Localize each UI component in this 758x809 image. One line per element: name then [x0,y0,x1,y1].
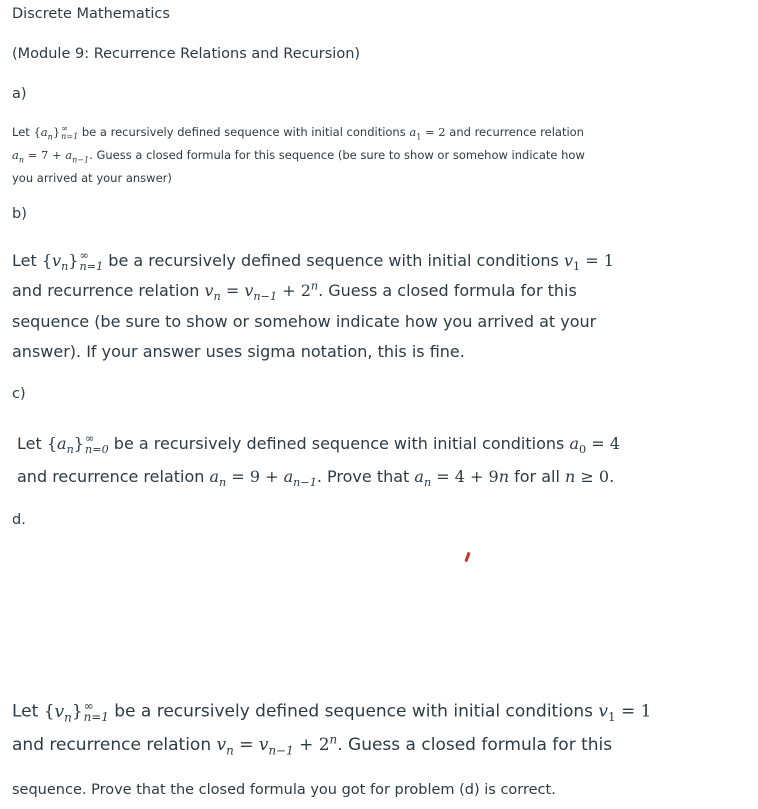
red-mark-icon [464,552,470,562]
module-title: (Module 9: Recurrence Relations and Recursion) [12,46,361,62]
part-a-line-3: you arrived at your answer) [12,171,172,185]
part-c-line-2: and recurrence relation $a_n = 9 + a_{n-1}$. Prove that $a_n = 4 + 9n$ for all n ≥ 0. [17,467,615,490]
part-b-line-2: and recurrence relation $v_n = v_{n-1} + 2^n$. Guess a closed formula for this [12,279,577,304]
part-b-label: b) [12,206,27,222]
part-d-label: d. [12,512,26,528]
part-b-line-1: Let $\{v_n\}$ ∞ n=1 be a recursively defined sequence with initial conditions $v_1 = 1$ [12,249,614,274]
part-a-line-2: $a_n = 7 + a_{n-1}$. Guess a closed formula for this sequence (be sure to show or somehow indicate how [12,148,585,165]
part-c-label: c) [12,386,26,402]
part-b-line-4: answer). If your answer uses sigma notation, this is fine. [12,342,465,361]
course-title: Discrete Mathematics [12,6,170,22]
part-d-line-2: and recurrence relation $v_n = v_{n-1} + 2^n$. Guess a closed formula for this [12,732,613,758]
part-d-line-1: Let $\{v_n\}$ ∞ n=1 be a recursively defined sequence with initial conditions $v_1 = 1$ [12,699,652,725]
part-a-line-1: Let $\{a_n\}$ ∞ n=1 be a recursively defined sequence with initial conditions $a_1 = 2$ and recurrence relation [12,124,584,142]
part-c-line-1: Let $\{a_n\}$ ∞ n=0 be a recursively defined sequence with initial conditions $a_0 = 4$ [17,432,620,457]
part-d-line-3: sequence. Prove that the closed formula you got for problem (d) is correct. [12,782,556,798]
part-b-line-3: sequence (be sure to show or somehow indicate how you arrived at your [12,312,597,331]
part-a-label: a) [12,86,27,102]
